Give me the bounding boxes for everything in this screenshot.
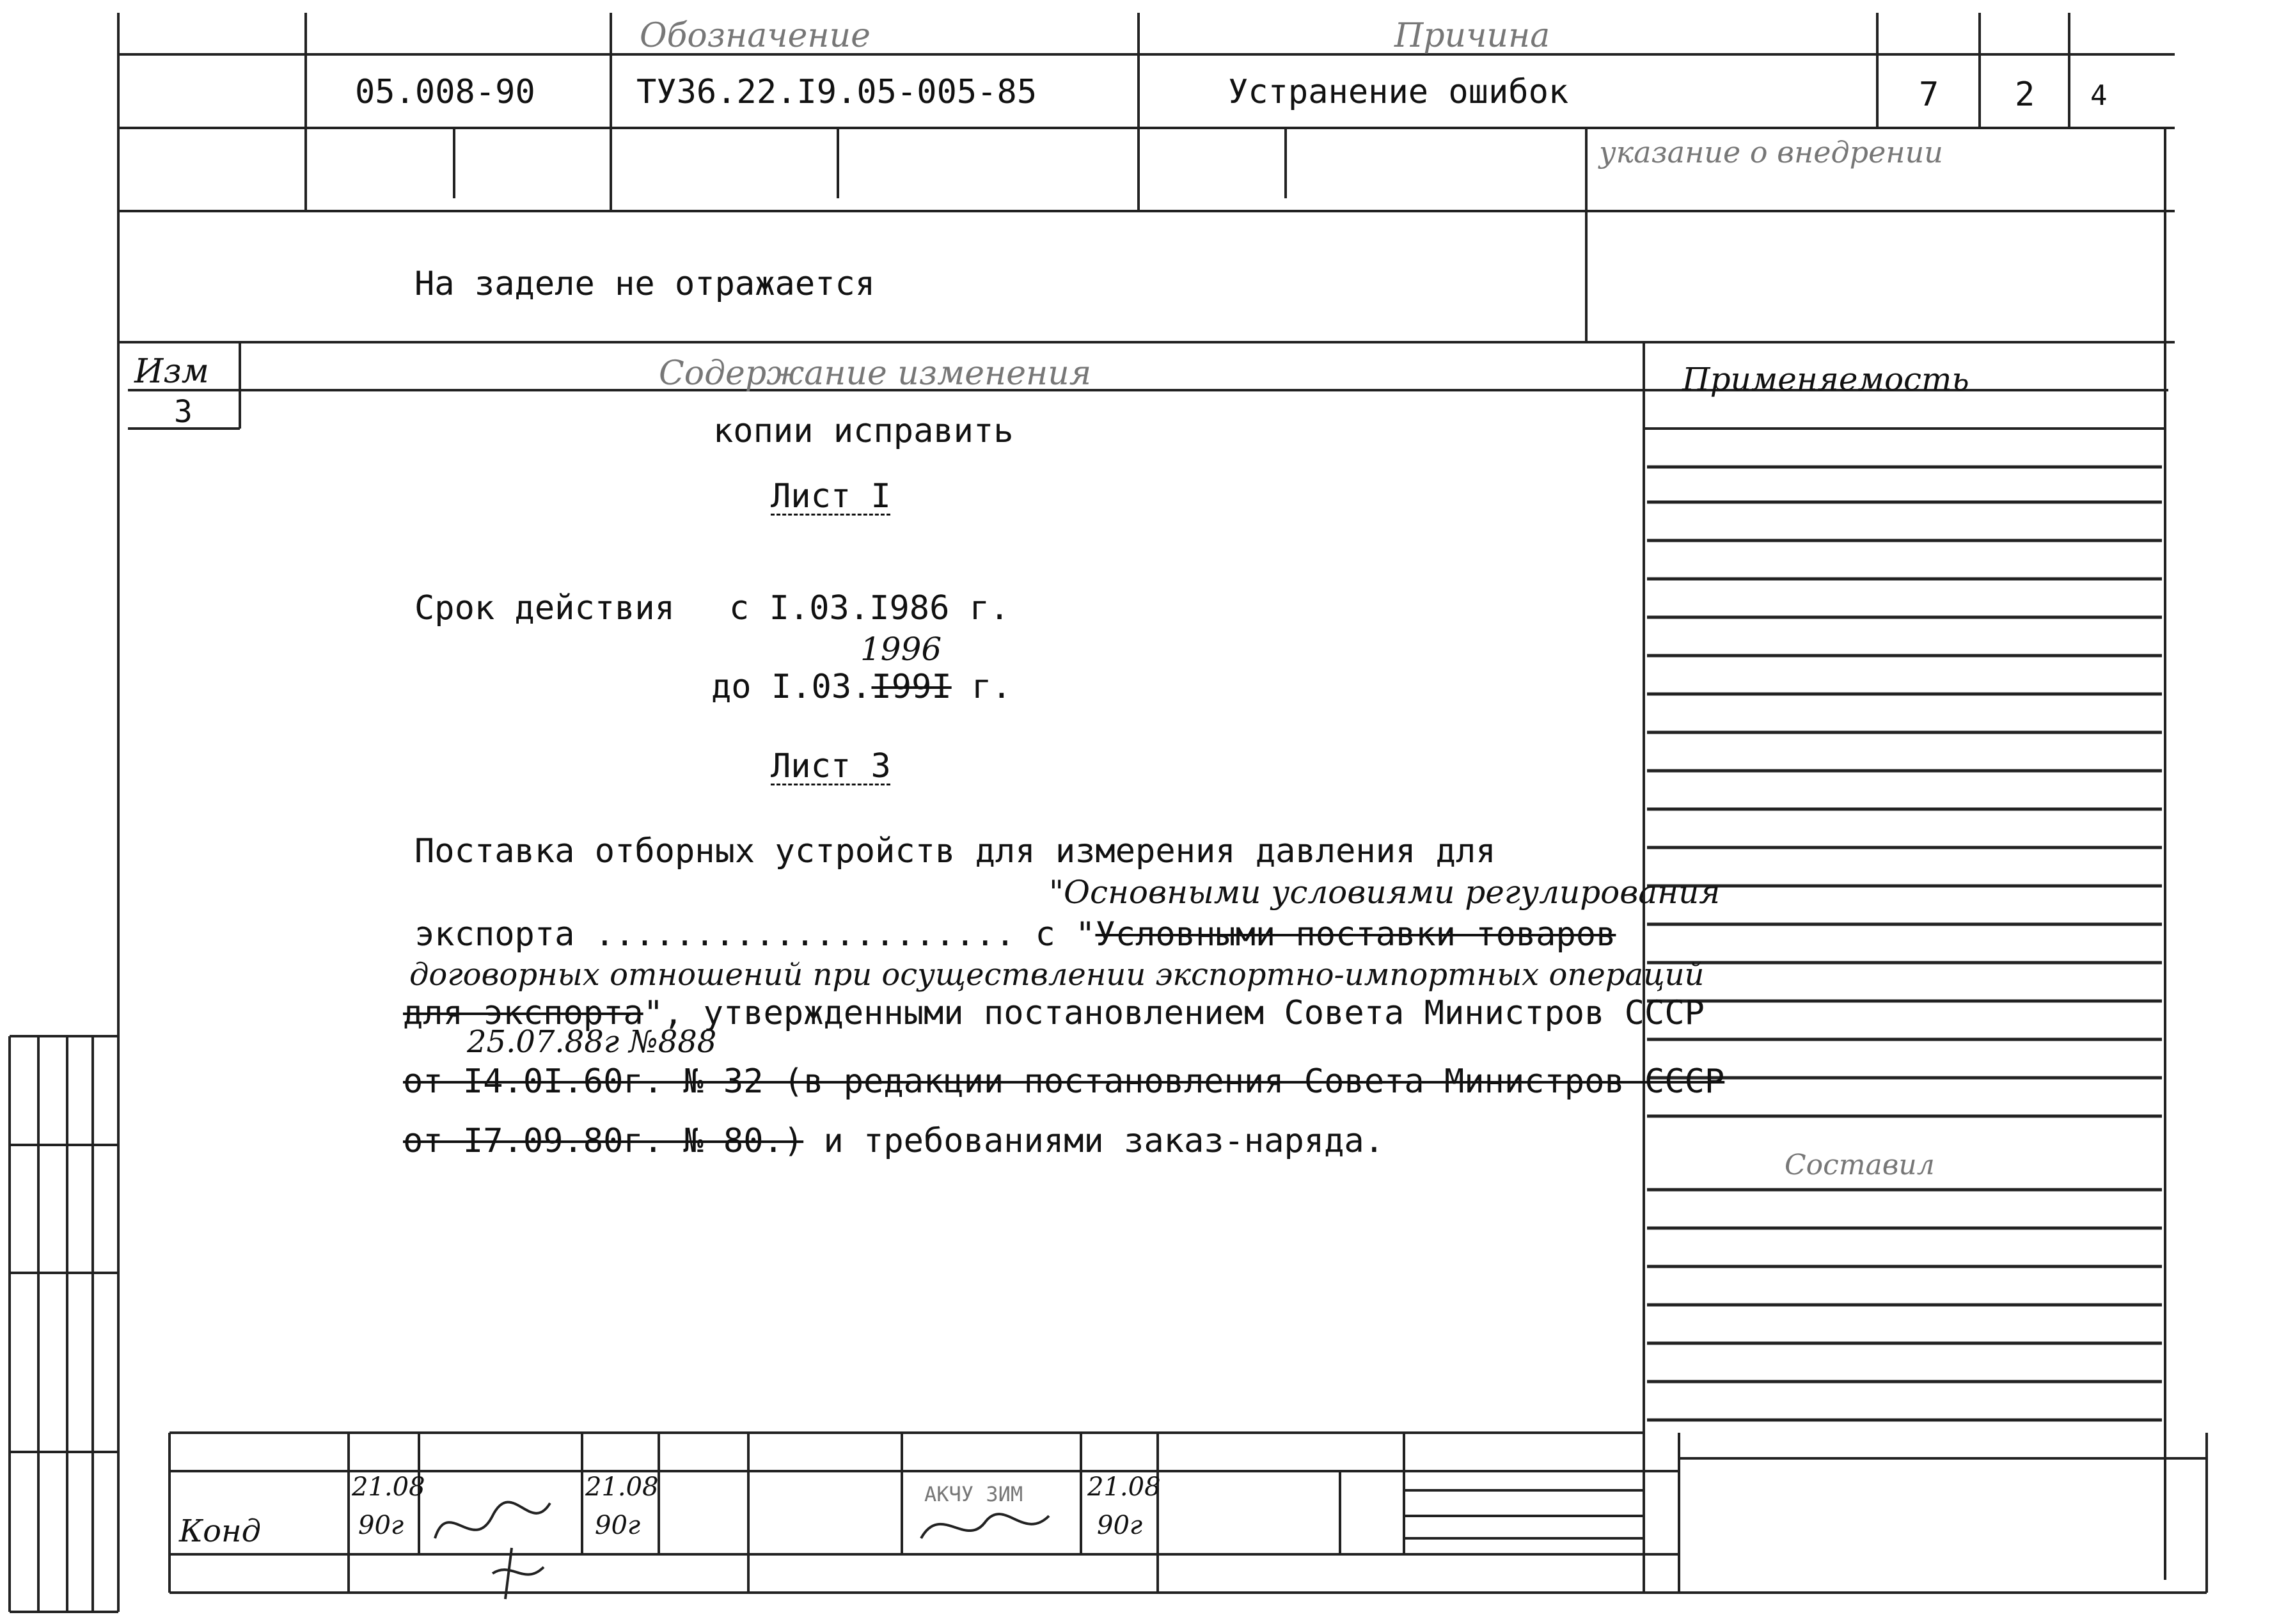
- signer-name: Конд: [179, 1513, 262, 1549]
- paragraph-line-1: Поставка отборных устройств для измерения давления для: [414, 832, 1496, 871]
- sheet-3-heading: Лист 3: [771, 747, 891, 785]
- validity-label: Срок действия: [414, 589, 675, 627]
- paragraph-line-3-struck: для экспорта: [403, 994, 643, 1032]
- sign-year-2: 90г: [595, 1511, 641, 1540]
- signature-marks: [435, 1502, 1049, 1599]
- reason-label: Причина: [1394, 17, 1550, 55]
- paragraph-line-3-text: ", утвержденными постановлением Совета Министров СССР: [643, 994, 1705, 1032]
- paragraph-line-2-text: экспорта ..................... с ": [414, 915, 1096, 954]
- change-reason: Устранение ошибок: [1228, 73, 1569, 111]
- compiled-label: Составил: [1785, 1149, 1935, 1181]
- field-b: 2: [2015, 75, 2035, 114]
- sign-year-3: 90г: [1097, 1511, 1143, 1540]
- notice-number: 05.008-90: [355, 73, 535, 111]
- designation-label: Обозначение: [640, 17, 871, 55]
- handwritten-insert-3: 25.07.88г №888: [467, 1024, 717, 1060]
- izm-label: Изм: [134, 352, 209, 391]
- validity-to: [711, 670, 1012, 704]
- paragraph-line-5-text: и требованиями заказ-наряда.: [803, 1122, 1385, 1160]
- sheet-1-heading: Лист I: [771, 477, 891, 516]
- stamp-text: АКЧУ ЗИМ: [924, 1482, 1023, 1506]
- handwritten-insert-1: "Основными условиями регулирования: [1049, 874, 1721, 911]
- sign-date-2: 21.08: [585, 1472, 659, 1502]
- validity-to-struck: I99I: [871, 668, 952, 706]
- implementation-label: указание о внедрении: [1599, 135, 1943, 169]
- applicability-label: Применяемость: [1682, 361, 1969, 398]
- document-designation: ТУ36.22.I9.05-005-85: [636, 73, 1037, 111]
- sign-date-3: 21.08: [1087, 1472, 1161, 1502]
- handwritten-insert-2: договорных отношений при осуществлении экспортно-импортных операций: [409, 957, 1705, 993]
- sign-year-1: 90г: [358, 1511, 404, 1540]
- change-content-label: Содержание изменения: [659, 354, 1092, 393]
- izm-value: 3: [174, 394, 193, 430]
- copies-instruction: копии исправить: [713, 412, 1014, 450]
- paragraph-line-2: [414, 915, 1616, 954]
- field-c: 4: [2090, 79, 2108, 112]
- validity-to-prefix: до I.03.: [711, 668, 872, 706]
- paragraph-line-2-struck: Условными поставки товаров: [1095, 915, 1616, 954]
- paragraph-line-5: [403, 1124, 1384, 1158]
- backlog-notice: На заделе не отражается: [414, 265, 876, 303]
- paragraph-line-4-struck: от I4.0I.60г. № 32 (в редакции постановления Совета Министров СССР: [403, 1062, 1725, 1101]
- sign-date-1: 21.08: [352, 1472, 425, 1502]
- field-a: 7: [1919, 75, 1939, 114]
- validity-to-suffix: г.: [951, 668, 1012, 706]
- validity-to-correction: 1996: [860, 631, 942, 668]
- paragraph-line-5-struck: от I7.09.80г. № 80.): [403, 1122, 804, 1160]
- validity-from: с I.03.I986 г.: [729, 589, 1010, 627]
